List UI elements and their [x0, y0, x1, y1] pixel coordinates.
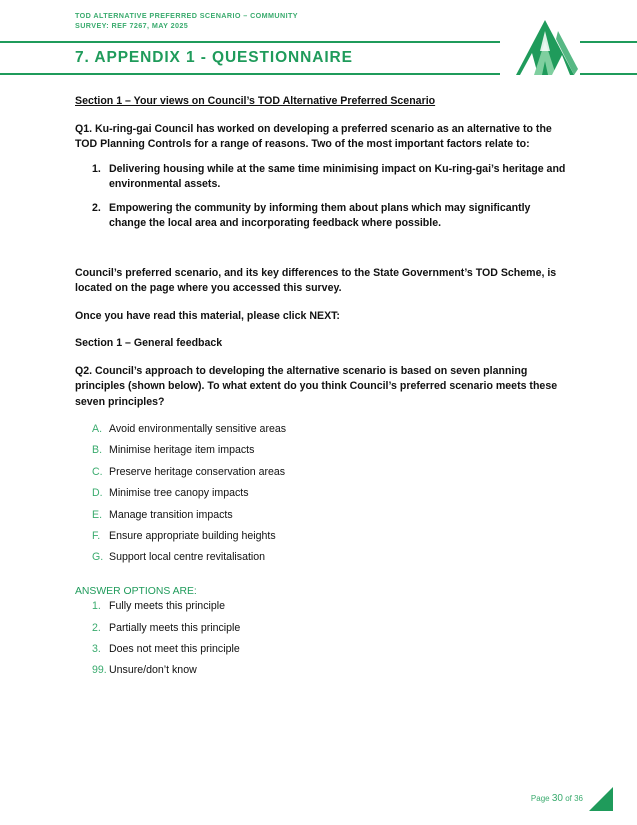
list-item-text: Support local centre revitalisation	[109, 551, 266, 564]
header-rule-top-right	[580, 41, 637, 43]
list-item-letter: E.	[92, 508, 103, 521]
list-item-text: Minimise tree canopy impacts	[109, 487, 249, 500]
answer-options-heading: ANSWER OPTIONS ARE:	[75, 585, 197, 597]
q1-text: Q1. Ku-ring-gai Council has worked on developing a preferred scenario as an alternative to the TOD Planning Controls for a range of reasons. Two of the most important factors relate to:	[75, 122, 552, 150]
page-current: 30	[551, 793, 563, 804]
corner-triangle-icon	[589, 787, 613, 811]
list-item-number: 2.	[92, 621, 101, 634]
list-item	[75, 663, 570, 684]
list-item	[75, 162, 570, 193]
page-label: Page	[530, 794, 550, 803]
list-item-text: Ensure appropriate building heights	[109, 529, 276, 542]
next-note: Once you have read this material, please click NEXT:	[75, 309, 340, 322]
list-item-letter: B.	[92, 444, 103, 457]
q1-factor-list	[75, 162, 570, 232]
list-item	[75, 621, 570, 642]
page-total: of 36	[565, 794, 583, 803]
report-header	[75, 11, 298, 30]
header-rule-bottom	[0, 73, 500, 75]
list-item-text: Partially meets this principle	[109, 621, 241, 634]
council-note: Council’s preferred scenario, and its key differences to the State Government’s TOD Scheme, is located on the page where you accessed this survey.	[75, 266, 557, 294]
list-item	[75, 486, 570, 507]
list-item-number: 2.	[92, 201, 101, 214]
header-rule-bottom-right	[580, 73, 637, 75]
list-item-text: Minimise heritage item impacts	[109, 444, 255, 457]
list-item-number: 3.	[92, 643, 101, 656]
questionnaire-content	[75, 94, 570, 685]
list-item-text: Preserve heritage conservation areas	[109, 465, 286, 478]
list-item-letter: D.	[92, 487, 103, 500]
list-item	[75, 465, 570, 486]
list-item	[75, 599, 570, 620]
list-item	[75, 642, 570, 663]
list-item-text: Delivering housing while at the same time minimising impact on Ku-ring-gai’s heritage and environmental assets.	[109, 162, 566, 190]
list-item-letter: A.	[92, 423, 103, 435]
list-item-text: Avoid environmentally sensitive areas	[109, 423, 287, 435]
list-item	[75, 529, 570, 550]
list-item	[75, 508, 570, 529]
list-item-letter: F.	[92, 529, 101, 542]
principles-list	[75, 422, 570, 572]
list-item-text: Does not meet this principle	[109, 643, 240, 656]
list-item	[75, 422, 570, 443]
page-title: 7. APPENDIX 1 - QUESTIONNAIRE	[75, 49, 353, 66]
list-item-number: 1.	[92, 162, 101, 175]
list-item-letter: G.	[92, 551, 104, 564]
report-header-line1: TOD ALTERNATIVE PREFERRED SCENARIO – COMMUNITY	[75, 11, 298, 20]
list-item-number: 99.	[92, 664, 107, 677]
list-item-number: 1.	[92, 600, 101, 613]
list-item-text: Fully meets this principle	[109, 600, 225, 613]
list-item	[75, 550, 570, 571]
general-feedback-heading: Section 1 – General feedback	[75, 337, 223, 349]
answer-options-list	[75, 599, 570, 685]
mountain-logo-icon	[512, 17, 582, 77]
list-item-text: Empowering the community by informing them about plans which may significantly change the local area and incorporating feedback where possible.	[109, 201, 531, 229]
section1-heading: Section 1 – Your views on Council’s TOD Alternative Preferred Scenario	[75, 95, 436, 107]
header-rule-top	[0, 41, 500, 43]
list-item-text: Unsure/don’t know	[109, 664, 197, 677]
list-item-letter: C.	[92, 465, 103, 478]
report-header-line2: SURVEY: REF 7267, MAY 2025	[75, 20, 189, 30]
list-item-text: Manage transition impacts	[109, 508, 233, 521]
q2-text: Q2. Council’s approach to developing the alternative scenario is based on seven planning principles (shown below). To what extent do you think Council’s preferred scenario meets these seven principles?	[75, 364, 558, 408]
page-number	[531, 793, 583, 804]
list-item	[75, 201, 570, 232]
list-item	[75, 443, 570, 464]
